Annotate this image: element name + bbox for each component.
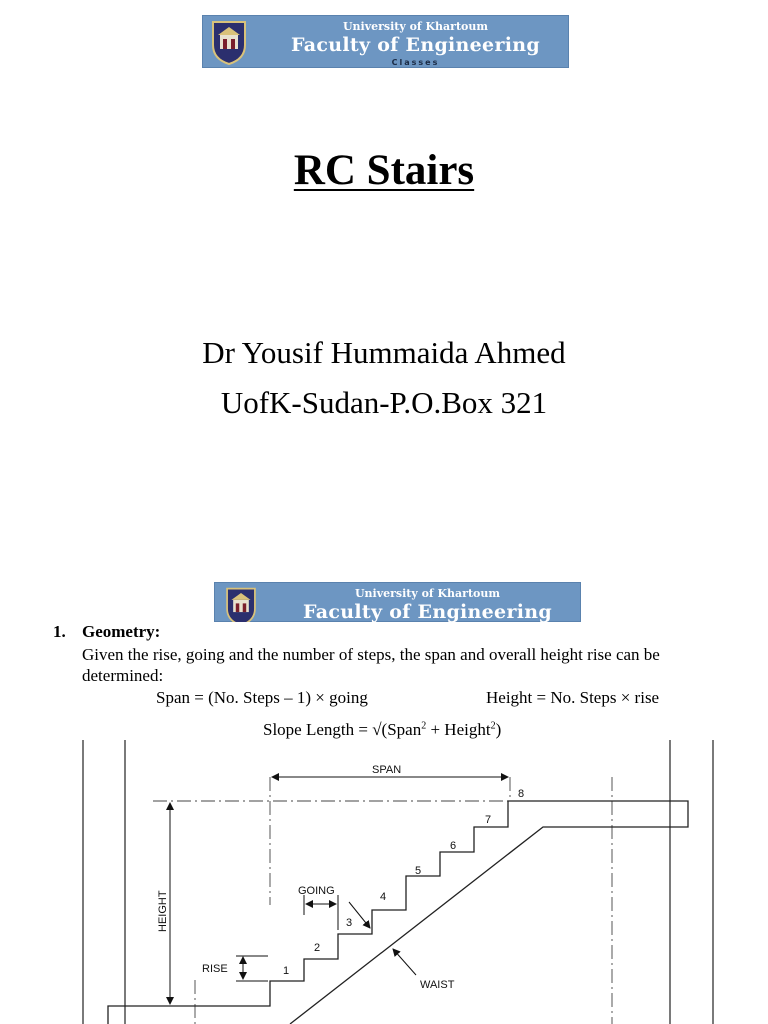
rise-label: RISE — [202, 963, 228, 975]
step-number: 7 — [485, 814, 492, 826]
step-number: 1 — [283, 965, 290, 977]
waist-label: WAIST — [420, 979, 455, 991]
superscript-2: 2 — [490, 720, 496, 732]
banner-subtitle-text: Classes — [391, 58, 440, 67]
step-number: 8 — [518, 788, 525, 800]
banner-faculty-text: Faculty of Engineering — [303, 601, 552, 622]
section-paragraph: Given the rise, going and the number of steps, the span and overall height rise can be determined: — [82, 645, 660, 685]
height-label: HEIGHT — [157, 890, 169, 932]
section-heading: Geometry: — [82, 622, 161, 641]
going-label: GOING — [298, 885, 335, 897]
banner-university-text: University of Khartoum — [354, 587, 501, 600]
author-address: UofK-Sudan-P.O.Box 321 — [220, 385, 548, 420]
step-number: 2 — [314, 942, 321, 954]
step-number: 4 — [380, 891, 387, 903]
stair-geometry-diagram — [0, 735, 768, 1024]
slope-formula-mid: + Height — [426, 720, 491, 739]
height-formula: Height = No. Steps × rise — [486, 688, 660, 707]
banner-faculty-text: Faculty of Engineering — [291, 34, 540, 56]
wall-lines — [83, 740, 713, 1024]
section-number: 1. — [53, 622, 66, 641]
banner-university-text: University of Khartoum — [342, 20, 489, 33]
superscript-2: 2 — [421, 720, 427, 732]
slope-formula-prefix: Slope Length = √(Span — [263, 720, 422, 739]
page-title: RC Stairs — [293, 147, 475, 194]
faculty-banner-top — [202, 15, 569, 68]
faculty-banner-second — [214, 582, 581, 622]
step-number: 6 — [450, 840, 457, 852]
span-formula: Span = (No. Steps – 1) × going — [156, 688, 368, 707]
slope-formula-suffix: ) — [495, 720, 502, 739]
step-number: 3 — [346, 917, 353, 929]
step-number: 5 — [415, 865, 422, 877]
span-label: SPAN — [372, 764, 402, 776]
author-name: Dr Yousif Hummaida Ahmed — [202, 335, 566, 370]
